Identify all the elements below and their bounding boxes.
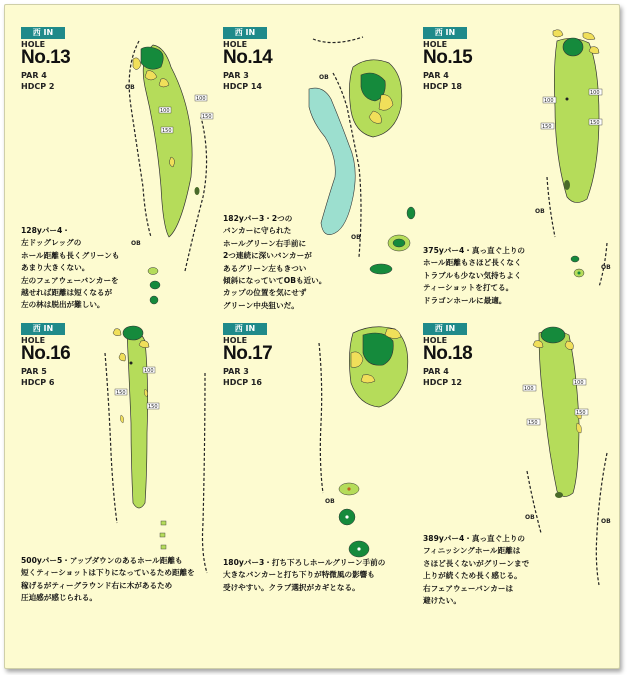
- hole-label: HOLE: [21, 40, 46, 49]
- course-guide-panel: [4, 4, 620, 669]
- ob-marker: OB: [601, 518, 611, 525]
- hole-16-card: [21, 323, 221, 623]
- hole-number: No.16: [21, 343, 71, 364]
- ob-marker: OB: [325, 498, 335, 505]
- hole-hdcp: HDCP 14: [223, 82, 262, 91]
- yardage-150: 150: [528, 420, 538, 426]
- yardage-100: 100: [160, 108, 170, 114]
- hole-description: 182yパー3・2つの バンカーに守られた ホールグリーン右手前に 2つ連続に深いバンカーが あるグリーン左もきつい 傾斜になっていてOBも近い。 カップの位置を気にせず グリーン中央狙いだ。: [223, 214, 327, 310]
- hole-number: No.13: [21, 47, 71, 68]
- hole-number: No.17: [223, 343, 273, 364]
- hole-label: HOLE: [21, 336, 46, 345]
- course-tag: 西 IN: [21, 27, 65, 39]
- yardage-100: 100: [544, 98, 554, 104]
- yardage-100: 100: [196, 96, 206, 102]
- hole-par: PAR 3: [223, 71, 249, 80]
- hole-description: 375yパー4・真っ直ぐ上りの ホール距離もさほど長くなく トラブルも少ない気持ちよく ティーショットを打てる。 ドラゴンホールに最適。: [423, 246, 526, 305]
- hole-label: HOLE: [223, 336, 248, 345]
- hole-label: HOLE: [423, 336, 448, 345]
- hole-hdcp: HDCP 16: [223, 378, 262, 387]
- yardage-150: 150: [148, 404, 158, 410]
- hole-15-card: [423, 27, 620, 327]
- ob-marker: OB: [525, 514, 535, 521]
- ob-marker: OB: [131, 240, 141, 247]
- ob-marker: OB: [319, 74, 329, 81]
- course-tag: 西 IN: [223, 323, 267, 335]
- hole-number: No.18: [423, 343, 473, 364]
- hole-hdcp: HDCP 2: [21, 82, 55, 91]
- ob-marker: OB: [351, 234, 361, 241]
- hole-14-card: [223, 27, 423, 327]
- yardage-150: 150: [590, 120, 600, 126]
- hole-hdcp: HDCP 6: [21, 378, 55, 387]
- hole-label: HOLE: [223, 40, 248, 49]
- hole-18-card: [423, 323, 620, 623]
- yardage-100: 100: [590, 90, 600, 96]
- hole-description: 500yパー5・アップダウンのあるホール距離も 短くティーショットは下りになっているため距離を 稼げるがティーグラウンド右に木があるため 圧迫感が感じられる。: [21, 556, 195, 603]
- ob-marker: OB: [535, 208, 545, 215]
- hole-number: No.14: [223, 47, 273, 68]
- hole-hdcp: HDCP 12: [423, 378, 462, 387]
- hole-description: 128yパー4・ 左ドッグレッグの ホール距離も長くグリーンも あまり大きくない。 左のフェアウェーバンカーを 越せれば距離は短くなるが 左の林は脱出が難しい。: [21, 226, 120, 310]
- hole-par: PAR 4: [423, 367, 449, 376]
- hole-par: PAR 4: [423, 71, 449, 80]
- ob-marker: OB: [125, 84, 135, 91]
- yardage-150: 150: [542, 124, 552, 130]
- yardage-100: 100: [524, 386, 534, 392]
- hole-par: PAR 5: [21, 367, 47, 376]
- yardage-150: 150: [202, 114, 212, 120]
- hole-par: PAR 4: [21, 71, 47, 80]
- yardage-150: 150: [116, 390, 126, 396]
- course-tag: 西 IN: [423, 27, 467, 39]
- hole-13-card: [21, 27, 221, 327]
- yardage-100: 100: [574, 380, 584, 386]
- yardage-150: 150: [162, 128, 172, 134]
- hole-description: 180yパー3・打ち下ろしホールグリーン手前の 大きなバンカーと打ち下りが特微風の影響も 受けやすい。クラブ選択がカギとなる。: [223, 558, 386, 592]
- course-tag: 西 IN: [21, 323, 65, 335]
- ob-marker: OB: [601, 264, 611, 271]
- yardage-150: 150: [576, 410, 586, 416]
- course-tag: 西 IN: [423, 323, 467, 335]
- hole-par: PAR 3: [223, 367, 249, 376]
- hole-17-card: [223, 323, 423, 623]
- hole-label: HOLE: [423, 40, 448, 49]
- hole-hdcp: HDCP 18: [423, 82, 462, 91]
- course-tag: 西 IN: [223, 27, 267, 39]
- hole-number: No.15: [423, 47, 473, 68]
- yardage-100: 100: [144, 368, 154, 374]
- hole-description: 389yパー4・真っ直ぐ上りの フィニッシングホール距離は さほど長くないがグリーンまで 上りが続くため長く感じる。 右フェアウェーバンカーは 避けたい。: [423, 534, 530, 606]
